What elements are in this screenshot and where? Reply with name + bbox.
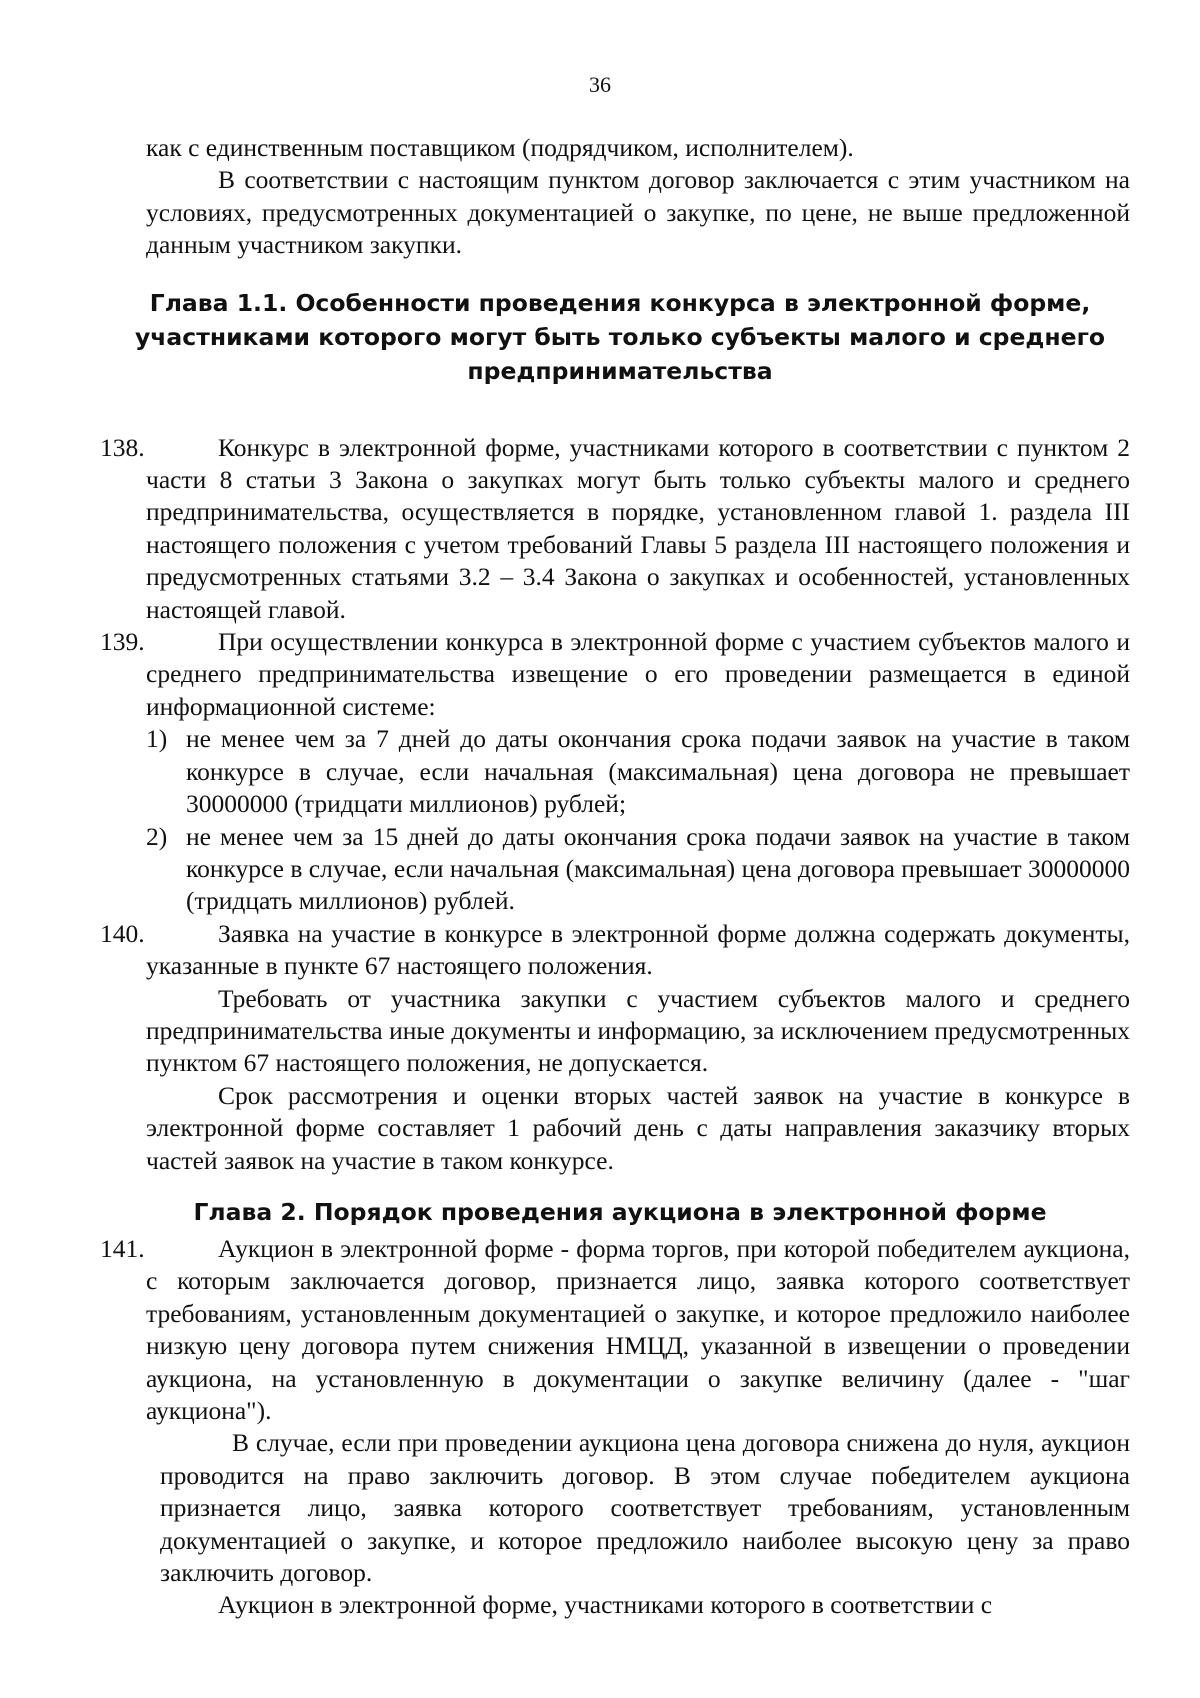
clause-141	[100, 1233, 1130, 1427]
clause-text: Конкурс в электронной форме, участниками которого в соответствии с пунктом 2 части 8 статьи 3 Закона о закупках могут быть только субъекты малого и среднего предпринимательства, осуществляется в порядке, установленном главой 1. раздела III настоящего положения с учетом требований Главы 5 раздела III настоящего положения и предусмотренных статьями 3.2 – 3.4 Закона о закупках и особенностей, установленных настоящей главой.	[146, 432, 1130, 624]
clause-text: Аукцион в электронной форме - форма торгов, при которой победителем аукциона, с которым заключается договор, признается лицо, заявка которого соответствует требованиям, установленным документацией о закупке, и которое предложило наиболее низкую цену договора путем снижения НМЦД, указанной в извещении о проведении аукциона, на установленную в документации о закупке величину (далее - "шаг аукциона").	[146, 1233, 1130, 1425]
list-item	[146, 821, 1130, 918]
paragraph-contract-terms: В соответствии с настоящим пунктом договор заключается с этим участником на условиях, предусмотренных документацией о закупке, по цене, не выше предложенной данным участником закупки.	[146, 165, 1130, 260]
clause-number: 138.	[100, 432, 145, 462]
paragraph-review-period: Срок рассмотрения и оценки вторых частей заявок на участие в конкурсе в электронной форме составляет 1 рабочий день с даты направления заказчику вторых частей заявок на участие в таком конкурсе.	[146, 1080, 1130, 1175]
list-item	[146, 723, 1130, 820]
paragraph-documents-restriction: Требовать от участника закупки с участием субъектов малого и среднего предпринимательства иные документы и информацию, за исключением предусмотренных пунктом 67 настоящего положения, не допускается.	[146, 983, 1130, 1078]
paragraph-continuation: как с единственным поставщиком (подрядчиком, исполнителем).	[146, 133, 854, 162]
clause-138	[100, 432, 1130, 626]
clause-text: При осуществлении конкурса в электронной форме с участием субъектов малого и среднего предпринимательства извещение о его проведении размещается в единой информационной системе:	[146, 627, 1130, 721]
list-item-text: не менее чем за 15 дней до даты окончания срока подачи заявок на участие в таком конкурсе в случае, если начальная (максимальная) цена договора превышает 30000000 (тридцать миллионов) рублей.	[186, 821, 1130, 916]
list-item-text: не менее чем за 7 дней до даты окончания срока подачи заявок на участие в таком конкурсе в случае, если начальная (максимальная) цена договора не превышает 30000000 (тридцати миллионов) рублей;	[186, 724, 1130, 819]
clause-140	[100, 918, 1130, 983]
paragraph-auction-participants: Аукцион в электронной форме, участниками которого в соответствии с	[218, 1590, 993, 1620]
clause-number: 141.	[100, 1233, 145, 1263]
clause-number: 139.	[100, 627, 145, 657]
clause-number: 140.	[100, 918, 145, 948]
page-number: 36	[589, 72, 611, 97]
chapter-heading-1-1: Глава 1.1. Особенности проведения конкурса в электронной форме, участниками которого могут быть только субъекты малого и среднего предпринимательства	[134, 288, 1106, 385]
list-marker: 1)	[146, 724, 168, 754]
chapter-heading-2: Глава 2. Порядок проведения аукциона в электронной форме	[193, 1197, 1047, 1226]
paragraph-zero-price: В случае, если при проведении аукциона цена договора снижена до нуля, аукцион проводится на право заключить договор. В этом случае победителем аукциона признается лицо, заявка которого соответствует требованиям, установленным документацией о закупке, и которое предложило наиболее высокую цену за право заключить договор.	[160, 1428, 1130, 1588]
list-marker: 2)	[146, 821, 168, 851]
clause-139	[100, 626, 1130, 723]
document-body	[100, 132, 1130, 1622]
clause-text: Заявка на участие в конкурсе в электронной форме должна содержать документы, указанные в пункте 67 настоящего положения.	[146, 918, 1130, 981]
